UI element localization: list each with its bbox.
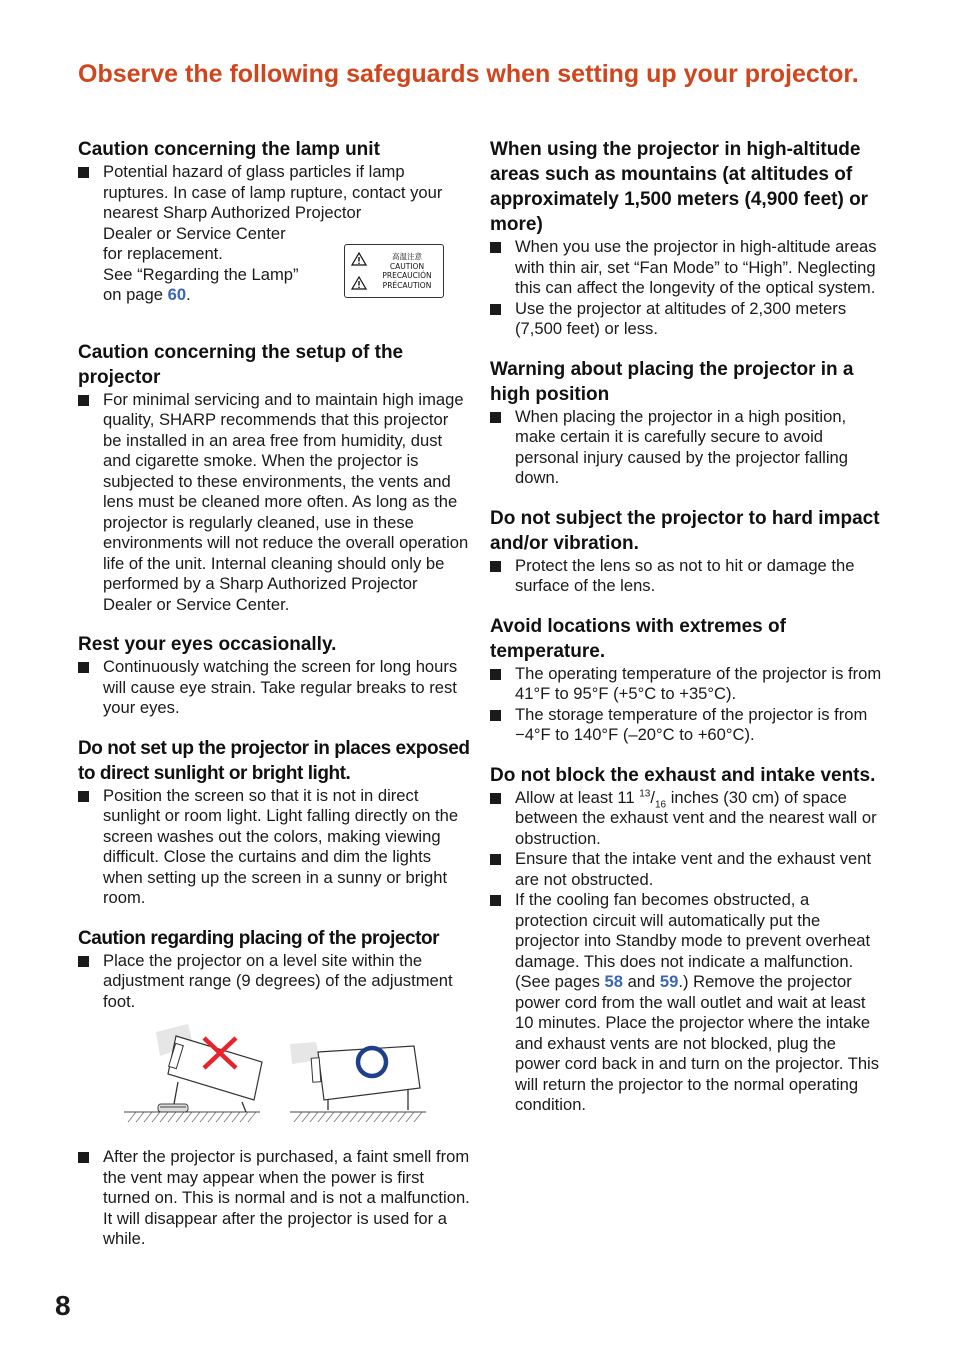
bullet-item bbox=[490, 890, 882, 1116]
section-lamp-unit bbox=[78, 137, 470, 306]
bullet-square-icon bbox=[490, 895, 501, 906]
label-line: 高温注意 bbox=[392, 252, 422, 261]
bullet-item bbox=[78, 657, 470, 719]
bullet-item bbox=[78, 786, 470, 909]
bullet-text-line: . bbox=[186, 285, 191, 304]
warning-triangle-icon bbox=[351, 276, 367, 290]
bullet-text: Allow at least 11 bbox=[515, 787, 640, 807]
fraction-denominator: 16 bbox=[654, 798, 667, 810]
section-heading: When using the projector in high-altitude areas such as mountains (at altitudes of approximately 1,500 meters (4,900 feet) or more) bbox=[490, 139, 869, 235]
bullet-square-icon bbox=[78, 167, 89, 178]
bullet-item bbox=[490, 788, 882, 850]
section-temperature bbox=[490, 614, 882, 746]
warning-triangle-icon bbox=[351, 252, 367, 266]
bullet-text: Potential hazard of glass particles if lamp ruptures. In case of lamp rupture, contact your nearest Sharp Authorized Projector bbox=[103, 162, 443, 222]
page-number: 8 bbox=[55, 1290, 71, 1321]
section-rest-eyes bbox=[78, 632, 470, 719]
bullet-text: inches (30 cm) of space between the exhaust vent and the nearest wall or obstruction. bbox=[515, 787, 877, 848]
bullet-square-icon bbox=[78, 395, 89, 406]
placement-illustration bbox=[78, 1024, 470, 1124]
page-link-60[interactable]: 60 bbox=[167, 285, 187, 304]
section-heading: Do not block the exhaust and intake vents. bbox=[490, 764, 876, 786]
bullet-text-line: on page bbox=[103, 285, 168, 304]
page-link-58[interactable]: 58 bbox=[604, 972, 623, 991]
right-column bbox=[490, 137, 882, 1133]
section-heading: Do not subject the projector to hard impact and/or vibration. bbox=[490, 507, 880, 554]
bullet-text: Place the projector on a level site within the adjustment range (9 degrees) of the adjustment foot. bbox=[103, 950, 453, 1011]
bullet-item bbox=[490, 705, 882, 746]
section-heading: Warning about placing the projector in a high position bbox=[490, 358, 854, 405]
bullet-square-icon bbox=[490, 561, 501, 572]
bullet-text-line: Dealer or Service Center bbox=[103, 223, 286, 243]
label-line: PRÉCAUTION bbox=[382, 280, 432, 290]
bullet-item bbox=[78, 390, 470, 616]
section-high-position bbox=[490, 357, 882, 489]
bullet-text: If the cooling fan becomes obstructed, a protection circuit will automatically put the projector into Standby mode to prevent overheat damage. This does not indicate a malfunction. (See pages bbox=[515, 890, 871, 991]
bullet-text: Ensure that the intake vent and the exhaust vent are not obstructed. bbox=[515, 849, 872, 889]
section-high-altitude bbox=[490, 137, 882, 340]
bullet-item bbox=[490, 407, 882, 489]
caution-label-text bbox=[375, 252, 439, 290]
bullet-text: Position the screen so that it is not in direct sunlight or room light. Light falling directly on the screen washes out the colors, making viewing difficult. Close the curtains and dim the lights when setting up the screen in a sunny or bright room. bbox=[103, 785, 459, 907]
bullet-square-icon bbox=[490, 242, 501, 253]
section-heading: Caution concerning the lamp unit bbox=[78, 139, 380, 160]
bullet-item bbox=[78, 951, 470, 1013]
section-vents bbox=[490, 763, 882, 1116]
bullet-item bbox=[490, 556, 882, 597]
section-heading: Caution regarding placing of the projector bbox=[78, 927, 440, 949]
bullet-item bbox=[490, 299, 882, 340]
section-placing bbox=[78, 926, 470, 1250]
section-impact bbox=[490, 506, 882, 597]
bullet-text: and bbox=[622, 972, 660, 991]
bullet-item bbox=[490, 237, 882, 299]
bullet-square-icon bbox=[490, 669, 501, 680]
label-line: CAUTION bbox=[389, 261, 425, 271]
section-sunlight bbox=[78, 736, 470, 909]
bullet-square-icon bbox=[78, 791, 89, 802]
bullet-square-icon bbox=[78, 662, 89, 673]
bullet-text: When you use the projector in high-altitude areas with thin air, set “Fan Mode” to “High”. Neglecting this can affect the longevity of the optical system. bbox=[515, 237, 877, 297]
correct-placement-figure bbox=[290, 1042, 426, 1122]
section-heading: Do not set up the projector in places exposed to direct sunlight or bright light. bbox=[78, 737, 470, 784]
section-setup bbox=[78, 340, 470, 616]
bullet-text: Protect the lens so as not to hit or damage the surface of the lens. bbox=[515, 555, 855, 595]
bullet-text: .) Remove the projector power cord from the wall outlet and wait at least 10 minutes. Place the projector where the intake and exhaust vents are not blocked, plug the power cord back in and turn on the projector. This will return the projector to the normal operating condition. bbox=[515, 972, 880, 1114]
page-title: Observe the following safeguards when setting up your projector. bbox=[78, 60, 859, 88]
bullet-item bbox=[490, 849, 882, 890]
bullet-item bbox=[78, 1147, 470, 1250]
bullet-text: The operating temperature of the projector is from 41°F to 95°F (+5°C to +35°C). bbox=[515, 663, 882, 703]
bullet-square-icon bbox=[490, 793, 501, 804]
bullet-text: Use the projector at altitudes of 2,300 meters (7,500 feet) or less. bbox=[515, 298, 847, 338]
bullet-text: Continuously watching the screen for long hours will cause eye strain. Take regular breaks to rest your eyes. bbox=[103, 657, 458, 717]
bullet-text: When placing the projector in a high position, make certain it is carefully secure to avoid personal injury caused by the projector falling down. bbox=[515, 406, 848, 487]
bullet-text: After the projector is purchased, a faint smell from the vent may appear when the power is first turned on. This is normal and is not a malfunction. It will disappear after the projector is used for a while. bbox=[103, 1147, 470, 1248]
fraction-slash: / bbox=[650, 787, 655, 807]
bullet-text: The storage temperature of the projector is from −4°F to 140°F (–20°C to +60°C). bbox=[515, 704, 868, 744]
bullet-square-icon bbox=[78, 1152, 89, 1163]
label-line: PRECAUCIÓN bbox=[382, 271, 432, 280]
bullet-text-line: for replacement. bbox=[103, 244, 223, 263]
fraction-numerator: 13 bbox=[639, 787, 651, 799]
left-column bbox=[78, 137, 470, 1267]
section-heading: Avoid locations with extremes of temperature. bbox=[490, 615, 786, 662]
bullet-item bbox=[490, 664, 882, 705]
bullet-text-line: See “Regarding the Lamp” bbox=[103, 264, 299, 284]
bullet-square-icon bbox=[490, 854, 501, 865]
section-heading: Rest your eyes occasionally. bbox=[78, 634, 337, 655]
section-heading: Caution concerning the setup of the projector bbox=[78, 341, 404, 388]
caution-label-image bbox=[344, 244, 444, 298]
bullet-text: For minimal servicing and to maintain high image quality, SHARP recommends that this projector be installed in an area free from humidity, dust and cigarette smoke. When the projector is subjected to these environments, the vents and lens must be cleaned more often. As long as the projector is regularly cleaned, use in these environments will not reduce the overall operation life of the unit. Internal cleaning should only be performed by a Sharp Authorized Projector Dealer or Service Center. bbox=[103, 389, 469, 614]
bullet-square-icon bbox=[490, 412, 501, 423]
bullet-square-icon bbox=[490, 304, 501, 315]
incorrect-placement-figure bbox=[124, 1024, 262, 1122]
bullet-square-icon bbox=[490, 710, 501, 721]
bullet-square-icon bbox=[78, 956, 89, 967]
page-link-59[interactable]: 59 bbox=[659, 972, 679, 991]
